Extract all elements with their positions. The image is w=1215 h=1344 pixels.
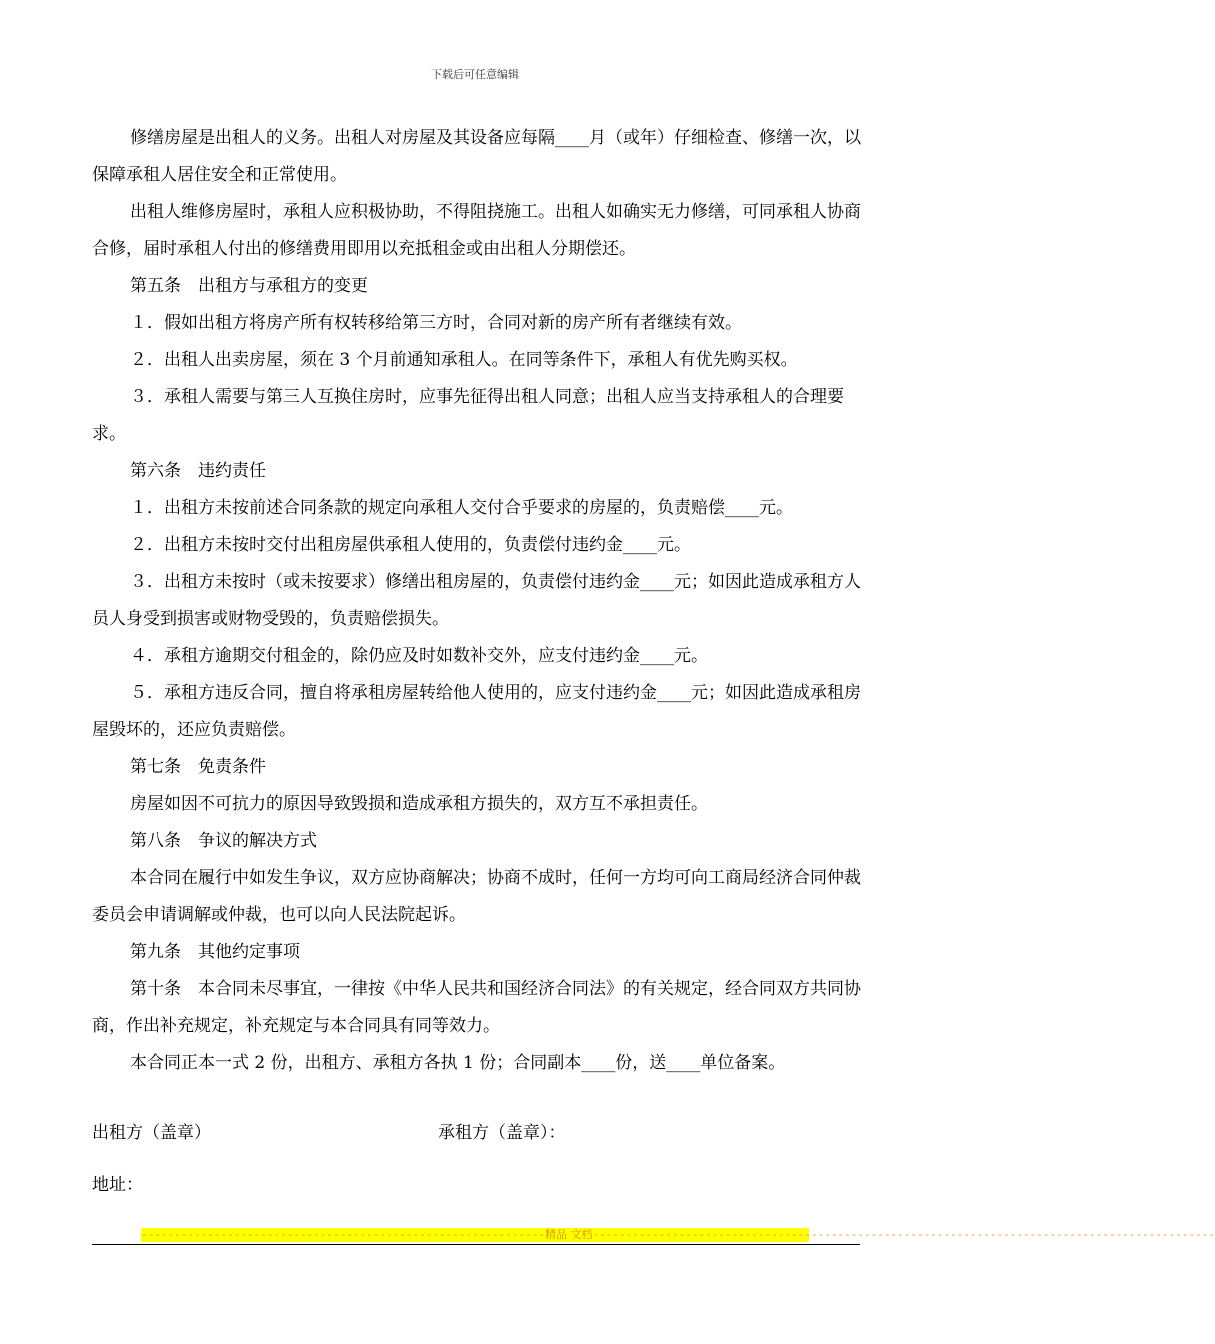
clause-paragraph: 本合同在履行中如发生争议，双方应协商解决；协商不成时，任何一方均可向工商局经济合同仲裁委员会申请调解或仲裁，也可以向人民法院起诉。 [92,868,861,925]
footer-label: 精品 文档 [544,1228,593,1241]
clause-item: ３．出租方未按时（或未按要求）修缮出租房屋的，负责偿付违约金____元；如因此造成承租方人员人身受到损害或财物受毁的，负责赔偿损失。 [92,572,861,629]
clause-item: ２．出租人出卖房屋，须在 3 个月前通知承租人。在同等条件下，承租人有优先购买权。 [130,350,798,370]
article-heading: 第六条 违约责任 [130,461,266,481]
clause-paragraph: 出租人维修房屋时，承租人应积极协助，不得阻挠施工。出租人如确实无力修缮，可同承租人协商合修，届时承租人付出的修缮费用即用以充抵租金或由出租人分期偿还。 [92,202,861,259]
article-heading: 第八条 争议的解决方式 [130,831,317,851]
footer-divider [92,1244,860,1245]
clause-paragraph: 本合同正本一式 2 份，出租方、承租方各执 1 份；合同副本____份，送____单位备案。 [130,1053,786,1073]
footer-watermark-band [141,1228,1215,1242]
clause-item: １．假如出租方将房产所有权转移给第三方时，合同对新的房产所有者继续有效。 [130,313,742,333]
lessee-signature-label: 承租方（盖章）： [438,1123,566,1143]
footer-dashes-right: ---------------------------------------------------------------------------------------------- [592,1228,1215,1241]
article-heading: 第九条 其他约定事项 [130,942,300,962]
address-label: 地址： [92,1175,143,1195]
contract-body [92,120,862,1082]
clause-paragraph: 第十条 本合同未尽事宜，一律按《中华人民共和国经济合同法》的有关规定，经合同双方共同协商，作出补充规定，补充规定与本合同具有同等效力。 [92,979,861,1036]
lessor-signature-label: 出租方（盖章） [92,1123,211,1143]
article-heading: 第七条 免责条件 [130,757,266,777]
clause-item: ４．承租方逾期交付租金的，除仍应及时如数补交外，应支付违约金____元。 [130,646,708,666]
clause-paragraph: 修缮房屋是出租人的义务。出租人对房屋及其设备应每隔____月（或年）仔细检查、修缮一次，以保障承租人居住安全和正常使用。 [92,128,861,185]
clause-paragraph: 房屋如因不可抗力的原因导致毁损和造成承租方损失的，双方互不承担责任。 [130,794,708,814]
clause-item: １．出租方未按前述合同条款的规定向承租人交付合乎要求的房屋的，负责赔偿____元。 [130,498,793,518]
clause-item: ５．承租方违反合同，擅自将承租房屋转给他人使用的，应支付违约金____元；如因此造成承租房屋毁坏的，还应负责赔偿。 [92,683,861,740]
footer-dashes-left: ------------------------------------------------------------- [141,1228,545,1241]
clause-item: ２．出租方未按时交付出租房屋供承租人使用的，负责偿付违约金____元。 [130,535,691,555]
clause-item: ３．承租人需要与第三人互换住房时，应事先征得出租人同意；出租人应当支持承租人的合理要求。 [92,387,844,444]
article-heading: 第五条 出租方与承租方的变更 [130,276,368,296]
page-header: 下载后可任意编辑 [431,68,519,81]
